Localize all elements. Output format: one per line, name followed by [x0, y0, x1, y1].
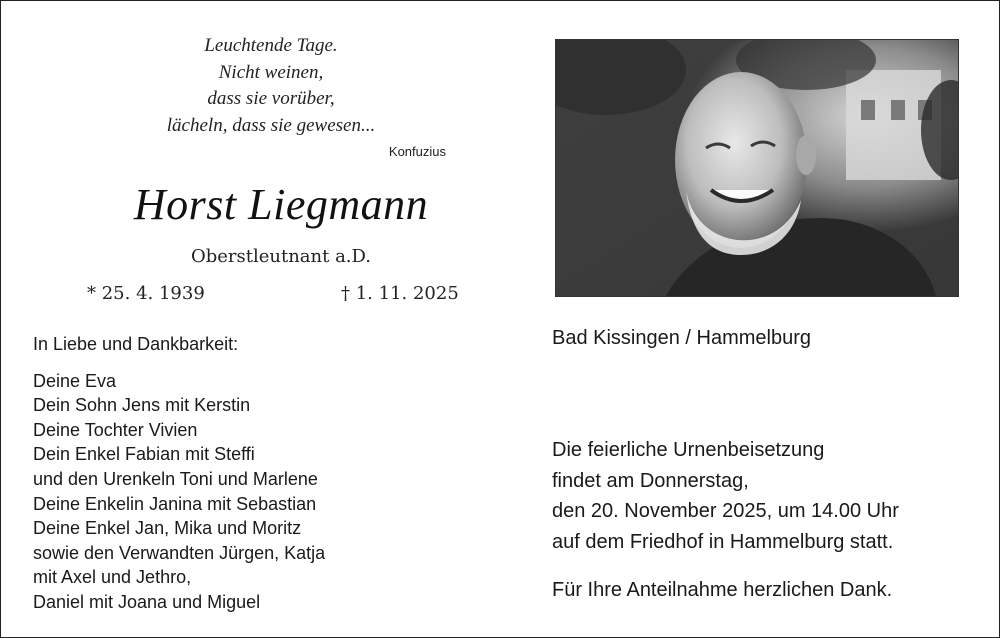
ceremony-info	[552, 435, 972, 557]
list-item: Deine Eva	[33, 370, 117, 391]
quote-line: Leuchtende Tage.	[204, 35, 338, 56]
ceremony-line: den 20. November 2025, um 14.00 Uhr	[552, 500, 899, 522]
quote-line: dass sie vorüber,	[207, 88, 335, 109]
list-item: und den Urenkeln Toni und Marlene	[33, 468, 318, 489]
ceremony-line: Die feierliche Urnenbeisetzung	[552, 439, 825, 461]
list-item: mit Axel und Jethro,	[33, 567, 192, 588]
deceased-rank: Oberstleutnant a.D.	[190, 246, 372, 267]
list-item: sowie den Verwandten Jürgen, Katja	[33, 542, 326, 563]
list-item: Daniel mit Joana und Miguel	[33, 591, 261, 612]
ceremony-line: findet am Donnerstag,	[552, 469, 749, 492]
quote-author: Konfuzius	[388, 144, 446, 159]
list-item: Dein Enkel Fabian mit Steffi	[33, 444, 255, 465]
thanks-text: Für Ihre Anteilnahme herzlichen Dank.	[552, 579, 893, 601]
mourners-intro: In Liebe und Dankbarkeit:	[33, 334, 239, 354]
list-item: Dein Sohn Jens mit Kerstin	[33, 395, 251, 416]
place-name: Bad Kissingen / Hammelburg	[552, 327, 812, 349]
list-item: Deine Tochter Vivien	[33, 419, 198, 440]
portrait-image	[556, 40, 958, 296]
birth-date: * 25. 4. 1939	[87, 283, 205, 304]
list-item: Deine Enkelin Janina mit Sebastian	[33, 493, 317, 514]
quote	[101, 33, 441, 139]
death-date: † 1. 11. 2025	[341, 283, 459, 304]
quote-line: Nicht weinen,	[218, 61, 324, 83]
portrait-photo	[555, 39, 959, 297]
quote-line: lächeln, dass sie gewesen...	[166, 114, 376, 136]
mourners-list	[33, 332, 453, 615]
deceased-name: Horst Liegmann	[133, 180, 429, 229]
ceremony-line: auf dem Friedhof in Hammelburg statt.	[552, 530, 894, 553]
list-item: Deine Enkel Jan, Mika und Moritz	[33, 518, 302, 539]
